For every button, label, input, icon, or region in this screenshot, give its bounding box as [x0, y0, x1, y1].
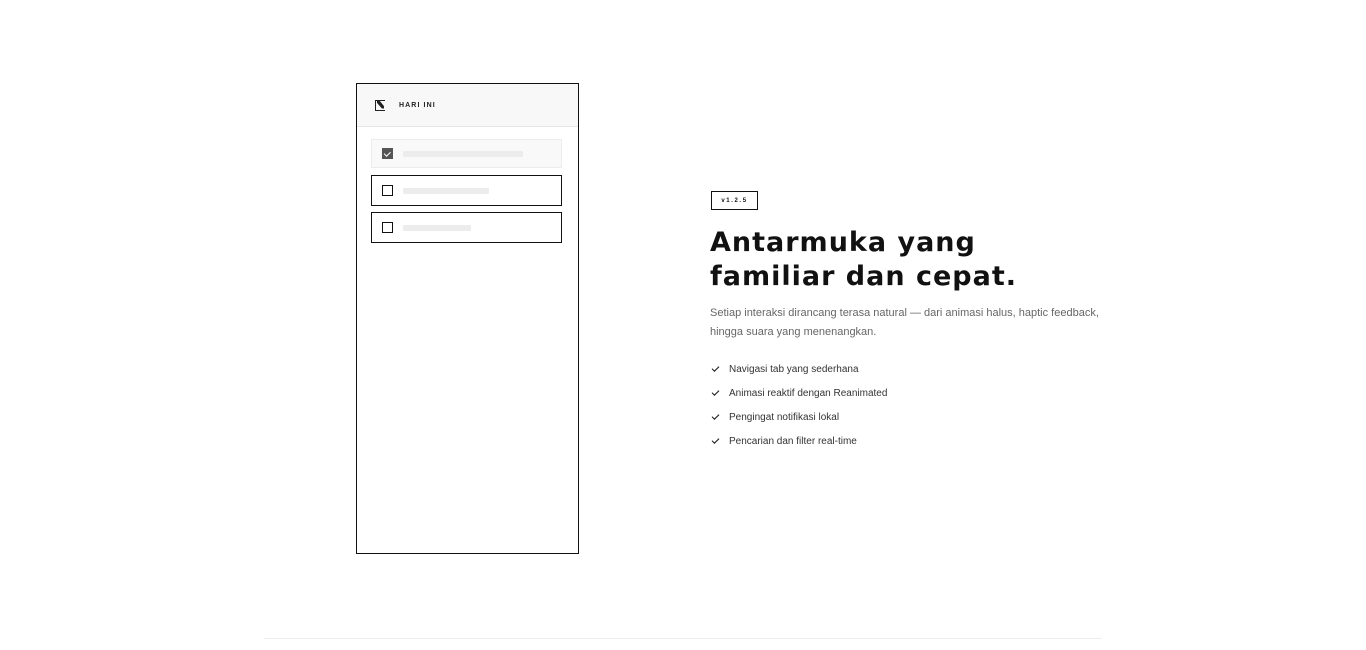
check-icon: [711, 437, 720, 446]
feature-list: [711, 357, 887, 453]
task-text-placeholder: [403, 151, 523, 157]
phone-header: [357, 84, 578, 127]
headline-line-2: familiar dan cepat.: [710, 261, 1017, 292]
section-headline: [710, 226, 1070, 294]
feature-item: [711, 381, 887, 405]
feature-item: [711, 429, 887, 453]
checkbox-empty-icon[interactable]: [382, 222, 393, 233]
task-text-placeholder: [403, 225, 471, 231]
section-divider: [264, 638, 1102, 639]
task-item[interactable]: [371, 175, 562, 206]
phone-mockup: [356, 83, 579, 554]
feature-label: Navigasi tab yang sederhana: [729, 363, 859, 375]
feature-item: [711, 405, 887, 429]
feature-label: Animasi reaktif dengan Reanimated: [729, 387, 888, 399]
checkbox-empty-icon[interactable]: [382, 185, 393, 196]
task-item-completed[interactable]: [371, 139, 562, 168]
checkbox-checked-icon[interactable]: [382, 148, 393, 159]
check-icon: [711, 365, 720, 374]
feature-label: Pengingat notifikasi lokal: [729, 411, 840, 423]
header-title: HARI INI: [399, 101, 436, 109]
headline-line-1: Antarmuka yang: [710, 227, 976, 258]
task-text-placeholder: [403, 188, 489, 194]
check-icon: [711, 413, 720, 422]
task-item[interactable]: [371, 212, 562, 243]
check-icon: [711, 389, 720, 398]
section-description: Setiap interaksi dirancang terasa natural — dari animasi halus, haptic feedback, hingga suara yang menenangkan.: [710, 307, 1099, 338]
feature-label: Pencarian dan filter real-time: [729, 435, 857, 447]
version-badge: v1.2.5: [711, 191, 758, 210]
feature-item: [711, 357, 887, 381]
app-logo-icon: [375, 100, 386, 111]
